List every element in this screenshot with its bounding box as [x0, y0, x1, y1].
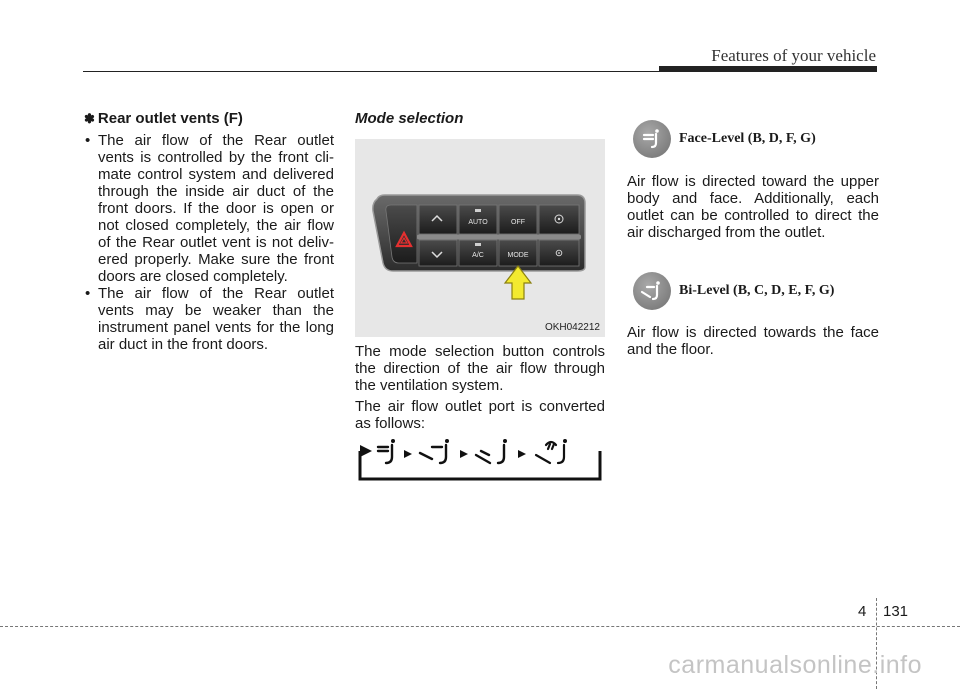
bi-level-icon: [633, 272, 671, 310]
face-level-row: [633, 119, 816, 159]
auto-button-label: AUTO: [468, 219, 488, 226]
bullet-item: • The air flow of the Rear outlet vents is controlled by the front cli- mate control system and delivered through the inside air duct of the front doors. If the door is open or not closed completely, the air flow of the Rear outlet vent is not deliv- ered properly. Make sure the front doors are closed completely.: [84, 132, 334, 285]
floor-mode-symbol: [476, 439, 507, 463]
mode-button-label: MODE: [507, 252, 529, 259]
rear-outlet-subheading: [84, 110, 334, 127]
mode-paragraph-2: The air flow outlet port is converted as follows:: [355, 398, 605, 432]
middle-column: [355, 110, 605, 127]
mode-paragraph-1: The mode selection button controls the direction of the air flow through the ventilation system.: [355, 343, 605, 394]
bi-level-label: Bi-Level (B, C, D, E, F, G): [679, 283, 835, 298]
bilevel-mode-symbol: [420, 439, 449, 463]
subheading-text: Rear outlet vents (F): [97, 110, 243, 127]
off-button-label: OFF: [511, 219, 525, 226]
bi-level-row: [633, 271, 834, 311]
ac-button-label: A/C: [472, 252, 484, 259]
watermark: carmanualsonline.info: [668, 651, 922, 679]
bullet-item: • The air flow of the Rear outlet vents may be weaker than the instrument panel vents for the long air duct in the front doors.: [84, 285, 334, 353]
left-column: [84, 110, 334, 353]
floor-defrost-mode-symbol: [536, 439, 567, 463]
bi-level-description: Air flow is directed towards the face and the floor.: [627, 324, 879, 358]
header-rule-thick: [659, 66, 877, 72]
face-level-icon: [633, 120, 671, 158]
asterisk-mark: ✽: [84, 111, 95, 126]
page-number: 131: [883, 603, 909, 620]
face-mode-symbol: [378, 439, 395, 463]
mode-selection-heading: Mode selection: [355, 110, 464, 127]
climate-panel-figure: [355, 139, 605, 337]
chapter-number: 4: [858, 603, 867, 620]
mode-sequence-diagram: [356, 437, 604, 483]
header-rule-thin: [83, 71, 661, 72]
climate-panel-illustration: [355, 139, 605, 337]
face-level-label: Face-Level (B, D, F, G): [679, 131, 816, 146]
page-header-title: Features of your vehicle: [711, 46, 876, 65]
face-level-description: Air flow is directed toward the upper body and face. Additionally, each outlet can be controlled to direct the air discharged from the outlet.: [627, 173, 879, 241]
bullet-list: [84, 132, 334, 353]
figure-code: OKH042212: [544, 322, 600, 333]
footer-rule: [0, 626, 960, 627]
